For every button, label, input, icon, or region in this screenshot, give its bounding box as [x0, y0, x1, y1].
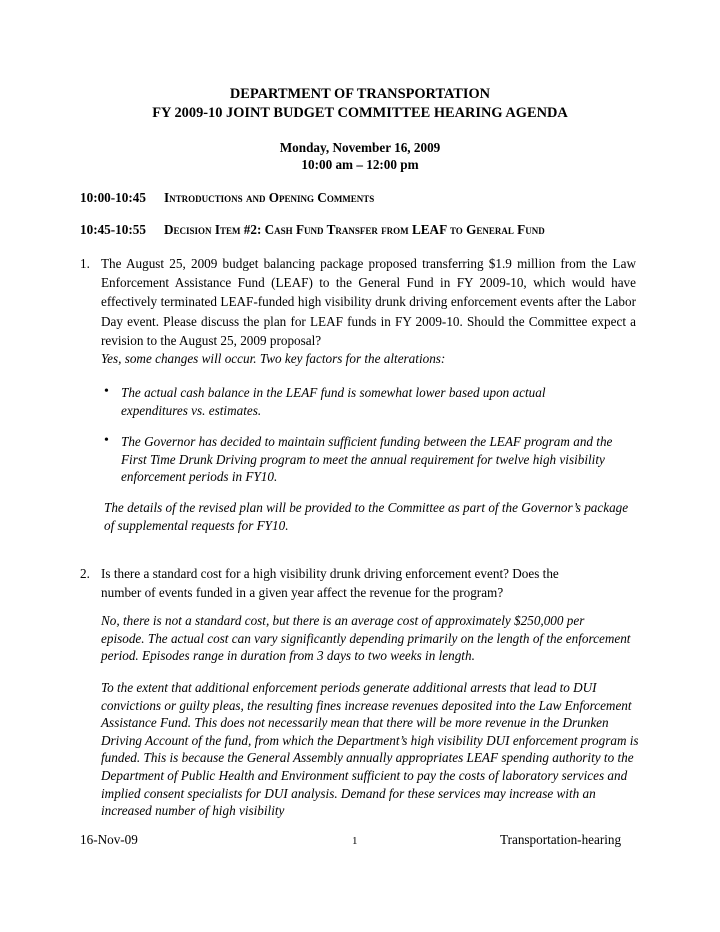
department-title: DEPARTMENT OF TRANSPORTATION	[229, 86, 491, 102]
bullet-icon: •	[104, 384, 109, 399]
hearing-time: 10:00 am – 12:00 pm	[301, 157, 419, 172]
agenda-section-decision-item	[80, 222, 545, 238]
answer-bullet	[104, 384, 630, 419]
bullet-icon: •	[104, 433, 109, 448]
answer-paragraph-1: No, there is not a standard cost, but there is an average cost of approximately $250,000 per episode. The actual cost can vary significantly depending primarily on the length of the enforcement period. Episodes range in duration from 3 days to two weeks in length.	[101, 613, 631, 664]
footer-date: 16-Nov-09	[80, 832, 138, 847]
answer-bullet	[104, 433, 630, 486]
answer-paragraph-2: To the extent that additional enforcement periods generate additional arrests that lead to DUI convictions or guilty pleas, the resulting fines increase revenues deposited into the Law Enforcement Assistance Fund. This does not necessarily mean that there will be more revenue in the Drunken Driving Account of the fund, from which the Department’s high visibility DUI enforcement program is funded. This is because the General Assembly annually appropriates LEAF spending authority to the Department of Public Health and Environment sufficient to pay the costs of laboratory services and implied consent specialists for DUI analysis. Demand for these services may increase with an increased number of high visibility	[101, 680, 639, 819]
section-title: Introductions and Opening Comments	[164, 190, 375, 205]
section-time: 10:00-10:45	[80, 190, 146, 205]
question-text: Is there a standard cost for a high visibility drunk driving enforcement event? Does the number of events funded in a given year affect the revenue for the program?	[101, 566, 559, 601]
question-number: 2.	[80, 566, 90, 581]
footer-document-name: Transportation-hearing	[500, 832, 622, 847]
agenda-question-1	[80, 254, 636, 350]
section-time: 10:45-10:55	[80, 222, 146, 237]
agenda-title: FY 2009-10 JOINT BUDGET COMMITTEE HEARING AGENDA	[152, 105, 568, 121]
agenda-section-intro	[80, 190, 374, 206]
bullet-text: The Governor has decided to maintain sufficient funding between the LEAF program and the First Time Drunk Driving program to meet the annual requirement for twelve high visibility enforcement periods in FY10.	[121, 434, 613, 485]
answer-close: The details of the revised plan will be provided to the Committee as part of the Governor’s package of supplemental requests for FY10.	[104, 500, 629, 533]
section-title: Decision Item #2: Cash Fund Transfer from LEAF to General Fund	[164, 222, 545, 237]
answer-intro: Yes, some changes will occur. Two key factors for the alterations:	[101, 351, 446, 366]
page-number: 1	[352, 835, 358, 847]
bullet-text: The actual cash balance in the LEAF fund is somewhat lower based upon actual expenditures vs. estimates.	[121, 385, 546, 418]
question-number: 1.	[80, 256, 90, 271]
agenda-question-2	[80, 564, 636, 602]
question-text: The August 25, 2009 budget balancing package proposed transferring $1.9 million from the Law Enforcement Assistance Fund (LEAF) to the General Fund in FY 2009-10, which would have effectively terminated LEAF-funded high visibility drunk driving enforcement events after the Labor Day event. Please discuss the plan for LEAF funds in FY 2009-10. Should the Committee expect a revision to the August 25, 2009 proposal?	[101, 256, 636, 348]
hearing-date: Monday, November 16, 2009	[279, 140, 441, 155]
